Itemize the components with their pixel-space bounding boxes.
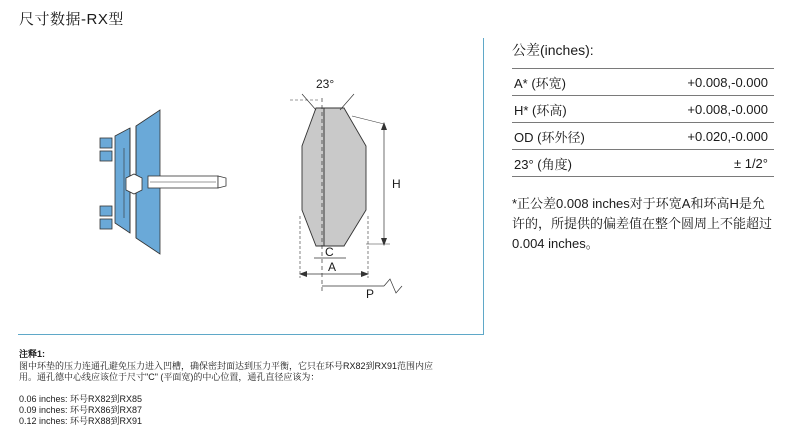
tolerance-label: OD (环外径) bbox=[514, 129, 585, 145]
dimension-label-h: H bbox=[392, 177, 401, 191]
tolerance-label: H* (环高) bbox=[514, 102, 567, 118]
rx-ring-diagram bbox=[18, 38, 483, 334]
tolerance-title: 公差(inches): bbox=[512, 42, 594, 58]
dimension-label-a: A bbox=[328, 260, 337, 274]
dimension-label-c: C bbox=[325, 245, 334, 259]
page-title: 尺寸数据-RX型 bbox=[19, 11, 124, 28]
angle-label: 23° bbox=[316, 77, 335, 91]
tolerance-row bbox=[512, 149, 774, 177]
ring-section bbox=[290, 94, 402, 293]
tolerance-value: +0.020,-0.000 bbox=[687, 128, 768, 144]
notes-size-item: 0.09 inches: 环号RX86到RX87 bbox=[19, 405, 143, 415]
tolerance-label: 23° (角度) bbox=[514, 156, 572, 172]
tolerance-value: +0.008,-0.000 bbox=[687, 101, 768, 117]
notes-size-item: 0.12 inches: 环号RX88到RX91 bbox=[19, 416, 143, 426]
tolerance-table bbox=[512, 40, 774, 177]
tolerance-footnote: *正公差0.008 inches对于环宽A和环高H是允许的，所提供的偏差值在整个圆周上不能超过0.004 inches。 bbox=[512, 196, 773, 251]
tolerance-row bbox=[512, 122, 774, 149]
tolerance-row bbox=[512, 95, 774, 122]
tolerance-value: +0.008,-0.000 bbox=[687, 74, 768, 90]
tolerance-value: ± 1/2° bbox=[733, 155, 768, 171]
dimension-label-p: P bbox=[366, 287, 375, 301]
diagram-panel bbox=[18, 38, 484, 335]
tolerance-label: A* (环宽) bbox=[514, 75, 567, 91]
notes-heading: 注释1: bbox=[19, 349, 46, 359]
notes-body: 图中环垫的压力连通孔避免压力进入凹槽，确保密封面达到压力平衡，它只在环号RX82到RX91范围内应用。通孔德中心线应该位于尺寸"C" (平面宽)的中心位置，通孔直径应该为： bbox=[19, 361, 434, 382]
notes-section bbox=[19, 349, 439, 427]
notes-size-item: 0.06 inches: 环号RX82到RX85 bbox=[19, 394, 143, 404]
tolerance-row bbox=[512, 68, 774, 95]
flange-assembly bbox=[100, 110, 226, 254]
